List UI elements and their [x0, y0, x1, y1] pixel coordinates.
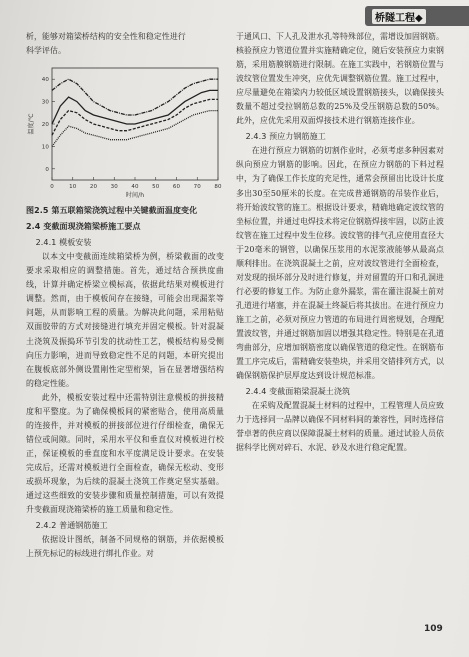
page-number: 109	[424, 624, 443, 634]
paragraph-prestress: 在进行预应力钢筋的切割作业时，必须考虑多种因素对纵向预应力钢筋的影响。因此，在预应力钢筋的下料过程中，为了确保工作长度的充足性，通常会预留出比设计长度多出30至50厘米的长度。在完成普通钢筋的吊装作业后，将开始波纹管的施工。根据设计要求，精确地确定波纹管的坐标位置，并通过电焊技术将定位钢筋焊接牢固，以防止波纹管在施工过程中发生位移。波纹管的排气孔应使用直径大于20毫米的钢管，以确保压浆用的水泥浆液能够从最高点顺利排出。在浇筑混凝土之前，应对波纹管进行全面检查，对发现的损坏部分及时进行修复，并对留置的开口和孔洞进行必要的修复工作。为防止意外漏浆，需在灌注混凝土前对孔道进行堵塞，并在混凝土终凝后将其拔出。在进行预应力施工之前，必须对预应力管道的布局进行周密规划，合理配置波纹管，并通过钢筋加固以增强其稳定性。特别是在孔道弯曲部分，应增加钢筋密度以确保管道的稳定性。在钢筋布置工序完成后，需精确安装垫块，并采用交错排列方式，以确保钢筋保护层厚度达到设计规范标准。	[236, 146, 444, 381]
x-tick-label: 60	[172, 184, 181, 191]
section-heading-2-4: 2.4 变截面现浇箱梁桥施工要点	[26, 222, 141, 232]
y-tick-label: 0	[45, 166, 49, 173]
x-tick-label: 70	[193, 184, 201, 191]
left-column	[26, 30, 224, 561]
intro-text-1: 析，能够对箱梁桥结构的安全性和稳定性进行	[26, 32, 186, 41]
section-heading-2-4-2: 2.4.2 普通钢筋施工	[35, 521, 108, 531]
paragraph-rebar-1: 依据设计图纸，制备不同规格的钢筋，并依据模板上预先标记的标线进行绑扎作业。对	[26, 535, 224, 559]
section-heading-2-4-1: 2.4.1 模板安装	[35, 238, 92, 248]
y-tick-label: 10	[41, 144, 49, 151]
paragraph-rebar-2: 于通风口、下人孔及泄水孔等特殊部位，需增设加固钢筋。核验预应力管道位置并实施精确定位，随后安装预应力束钢筋，采用筋膜钢筋进行限制。在施工实践中，若钢筋位置与波纹管位置发生冲突，应优先调整钢筋位置。施工过程中，应尽量避免在箱梁内力较低区域设置钢筋接头，以确保接头数量不超过受拉钢筋总数的25%及受压钢筋总数的50%。此外，应优先采用双面焊接技术进行钢筋连接作业。	[236, 32, 444, 126]
series-line-1	[52, 90, 218, 124]
x-axis-label: 时间/h	[125, 192, 145, 200]
x-tick-label: 40	[131, 184, 139, 191]
x-tick-label: 20	[89, 184, 98, 191]
section-heading-2-4-3: 2.4.3 预应力钢筋施工	[245, 132, 326, 142]
paragraph-formwork-1: 以本文中变截面连续箱梁桥为例，桥梁截面的改变要求采取相应的调整措施。首先，通过结合预拱度曲线，计算并确定桥梁立模标高，依据此结果对模板进行调整。然而，由于模板间存在接缝，可能会出现漏浆等问题，从而影响工程的质量。为解决此问题，采用粘贴双面胶带的方式对接缝进行填充并固定模板。针对混凝土浇筑及振捣环节引发的扰动性工艺，模板结构易受侧向压力影响，进而导致稳定性不足的问题，本研究提出在腹板底部外侧设置刚性定型桁架，旨在显著增强结构的稳定性能。	[26, 252, 224, 388]
section-header: 桥隧工程◆	[372, 9, 426, 24]
intro-text-2: 科学评估。	[26, 46, 66, 56]
paragraph-formwork-2: 此外，模板安装过程中还需特别注意模板的拼接精度和平整度。为了确保模板间的紧密贴合，使用高质量的连接件，并对模板的拼接部位进行仔细检查，确保无错位或间隙。同时，采用水平仪和垂直仪对模板进行校正，保证模板的垂直度和水平度满足设计要求。在安装完成后，还需对模板进行全面检查，确保无松动、变形或损坏现象，为后续的混凝土浇筑工作奠定坚实基础。通过这些细致的安装步骤和质量控制措施，可以有效提升变截面现浇箱梁桥的施工质量和稳定性。	[26, 392, 224, 515]
right-column	[236, 30, 444, 455]
temperature-chart	[26, 62, 224, 202]
x-tick-label: 80	[214, 184, 222, 191]
x-tick-label: 30	[110, 184, 118, 191]
y-tick-label: 20	[41, 122, 49, 129]
x-tick-label: 10	[69, 184, 77, 191]
section-heading-2-4-4: 2.4.4 变截面箱梁混凝土浇筑	[245, 387, 351, 397]
y-tick-label: 40	[41, 77, 49, 84]
y-axis-label: 温度/℃	[28, 113, 35, 135]
y-tick-label: 30	[41, 99, 49, 106]
series-line-2	[52, 99, 218, 135]
chart-svg	[26, 62, 224, 202]
x-tick-label: 0	[50, 184, 54, 191]
figure-caption: 图2.5 第五联箱梁浇筑过程中关键截面温度变化	[26, 206, 198, 216]
paragraph-concrete: 在采购及配置混凝土材料的过程中，工程管理人员应致力于选择同一品牌以确保不同材料间的兼容性，同时选择信誉卓著的供应商以保障混凝土材料的质量。通过试验人员依据科学比例对碎石、水泥、砂及水进行稳定配置。	[236, 401, 444, 453]
x-tick-label: 50	[152, 184, 160, 191]
